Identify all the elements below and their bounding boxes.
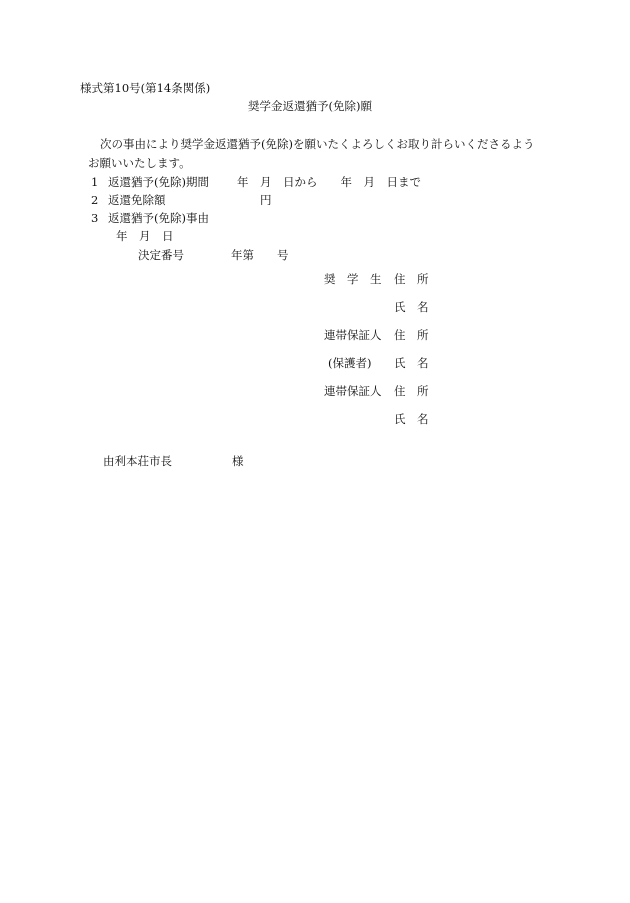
item-label: 返還猶予(免除)事由 [108, 211, 209, 225]
date-line: 年 月 日 [116, 229, 174, 243]
signatory-field: 住 所 [394, 328, 429, 342]
form-number: 様式第10号(第14条関係) [80, 81, 211, 95]
signatory-field: 住 所 [394, 384, 429, 398]
addressee-name: 由利本荘市長 [103, 454, 172, 468]
item-number: 3 [91, 211, 99, 225]
signatory-role: 連帯保証人 [324, 328, 382, 342]
item-label: 返還免除額 [108, 193, 166, 207]
item-number: 2 [91, 193, 99, 207]
decision-value: 年第 号 [231, 248, 289, 262]
item-value: 年 月 日から 年 月 日まで [237, 175, 421, 189]
signatory-field: 氏 名 [394, 300, 429, 314]
signatory-role: 連帯保証人 [324, 384, 382, 398]
decision-label: 決定番号 [138, 248, 184, 262]
document-title: 奨学金返還猶予(免除)願 [248, 99, 372, 113]
signatory-field: 住 所 [394, 272, 429, 286]
signatory-role: 奨 学 生 [324, 272, 382, 286]
signatory-role: (保護者) [328, 356, 372, 370]
item-number: 1 [91, 175, 99, 189]
item-value: 円 [260, 193, 272, 207]
item-label: 返還猶予(免除)期間 [108, 175, 209, 189]
signatory-field: 氏 名 [394, 356, 429, 370]
body-line-2: お願いいたします。 [88, 156, 191, 170]
body-line-1: 次の事由により奨学金返還猶予(免除)を願いたくよろしくお取り計らいくださるよう [100, 137, 535, 151]
addressee-honorific: 様 [232, 454, 244, 468]
signatory-field: 氏 名 [394, 412, 429, 426]
